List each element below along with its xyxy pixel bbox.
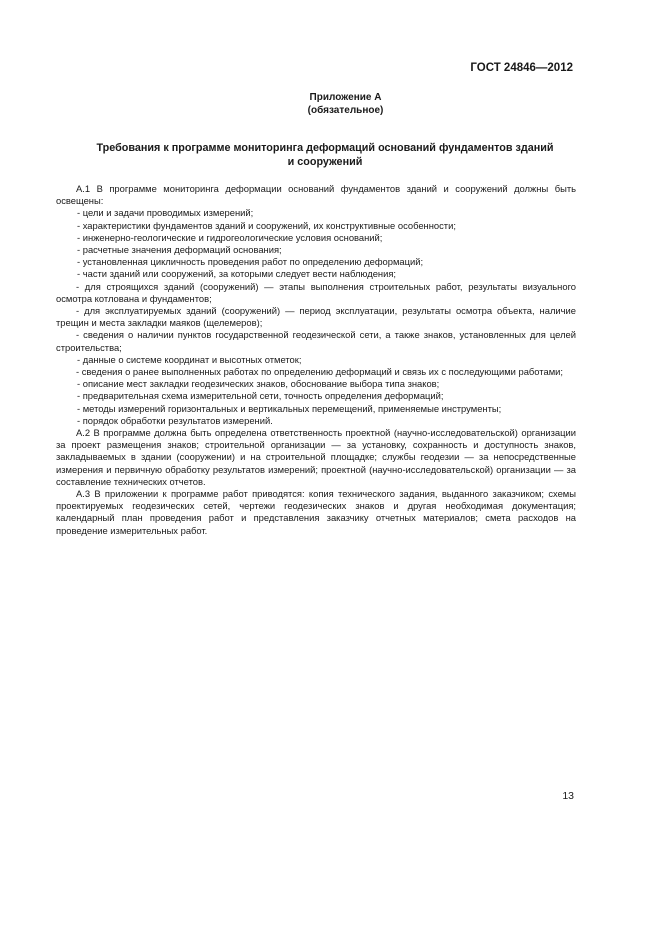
- page-number: 13: [562, 790, 574, 802]
- list-item: - части зданий или сооружений, за которыми следует вести наблюдения;: [77, 268, 397, 280]
- list-item: - сведения о ранее выполненных работах по определению деформаций и связь их с последующими работами;: [76, 366, 563, 378]
- list-item: - описание мест закладки геодезических знаков, обоснование выбора типа знаков;: [77, 378, 440, 390]
- section-title-line-1: Требования к программе мониторинга деформаций оснований фундаментов зданий: [96, 142, 554, 154]
- document-body: [56, 183, 576, 537]
- annex-heading: [0, 92, 661, 117]
- section-title-line-2: и сооружений: [287, 155, 363, 168]
- list-item: - порядок обработки результатов измерений.: [77, 414, 273, 426]
- list-item: - установленная цикличность проведения работ по определению деформаций;: [77, 256, 424, 268]
- list-item: - данные о системе координат и высотных отметок;: [77, 353, 302, 365]
- annex-title: Приложение А: [309, 92, 382, 103]
- a1-requirements-list: [56, 207, 576, 427]
- paragraph-a3: А.3 В приложении к программе работ приводятся: копия технического задания, выданного заказчиком; схемы проектируемых геодезических сетей, чертежи геодезических знаков и другая необходимая документация; календарный план проведения работ и представления заказчику отчетных материалов; смета расходов на проведение измерительных работ.: [56, 488, 576, 536]
- list-item: - предварительная схема измерительной сети, точность определения деформаций;: [77, 390, 444, 402]
- list-item: - цели и задачи проводимых измерений;: [77, 207, 254, 219]
- list-item: - методы измерений горизонтальных и вертикальных перемещений, применяемые инструменты;: [77, 402, 502, 414]
- list-item: - характеристики фундаментов зданий и сооружений, их конструктивные особенности;: [77, 219, 456, 231]
- section-title: [75, 142, 575, 169]
- paragraph-a1-intro: А.1 В программе мониторинга деформации оснований фундаментов зданий и сооружений должны быть освещены:: [56, 183, 576, 207]
- list-item: - инженерно-геологические и гидрогеологические условия оснований;: [77, 231, 383, 243]
- list-item: - расчетные значения деформаций основания;: [77, 244, 282, 256]
- list-item: - сведения о наличии пунктов государственной геодезической сети, а также знаков, установленных для целей строительства;: [56, 329, 576, 353]
- list-item: - для эксплуатируемых зданий (сооружений) — период эксплуатации, результаты осмотра объекта, наличие трещин и места закладки маяков (щелемеров);: [56, 305, 576, 329]
- paragraph-a2: А.2 В программе должна быть определена ответственность проектной (научно-исследовательской) организации за проект размещения знаков; строительной организации — за установку, сохранность и доступность знаков, закладываемых в здании (сооружении) и на строительной площадке; службы геодезии — за непосредственные измерения и первичную обработку результатов измерений; проектной (научно-исследовательской) организации — за составление технических отчетов.: [56, 427, 576, 487]
- document-header-code: ГОСТ 24846—2012: [470, 62, 573, 74]
- list-item: - для строящихся зданий (сооружений) — этапы выполнения строительных работ, результаты визуального осмотра котлована и фундаментов;: [56, 280, 576, 304]
- annex-status: (обязательное): [307, 104, 384, 116]
